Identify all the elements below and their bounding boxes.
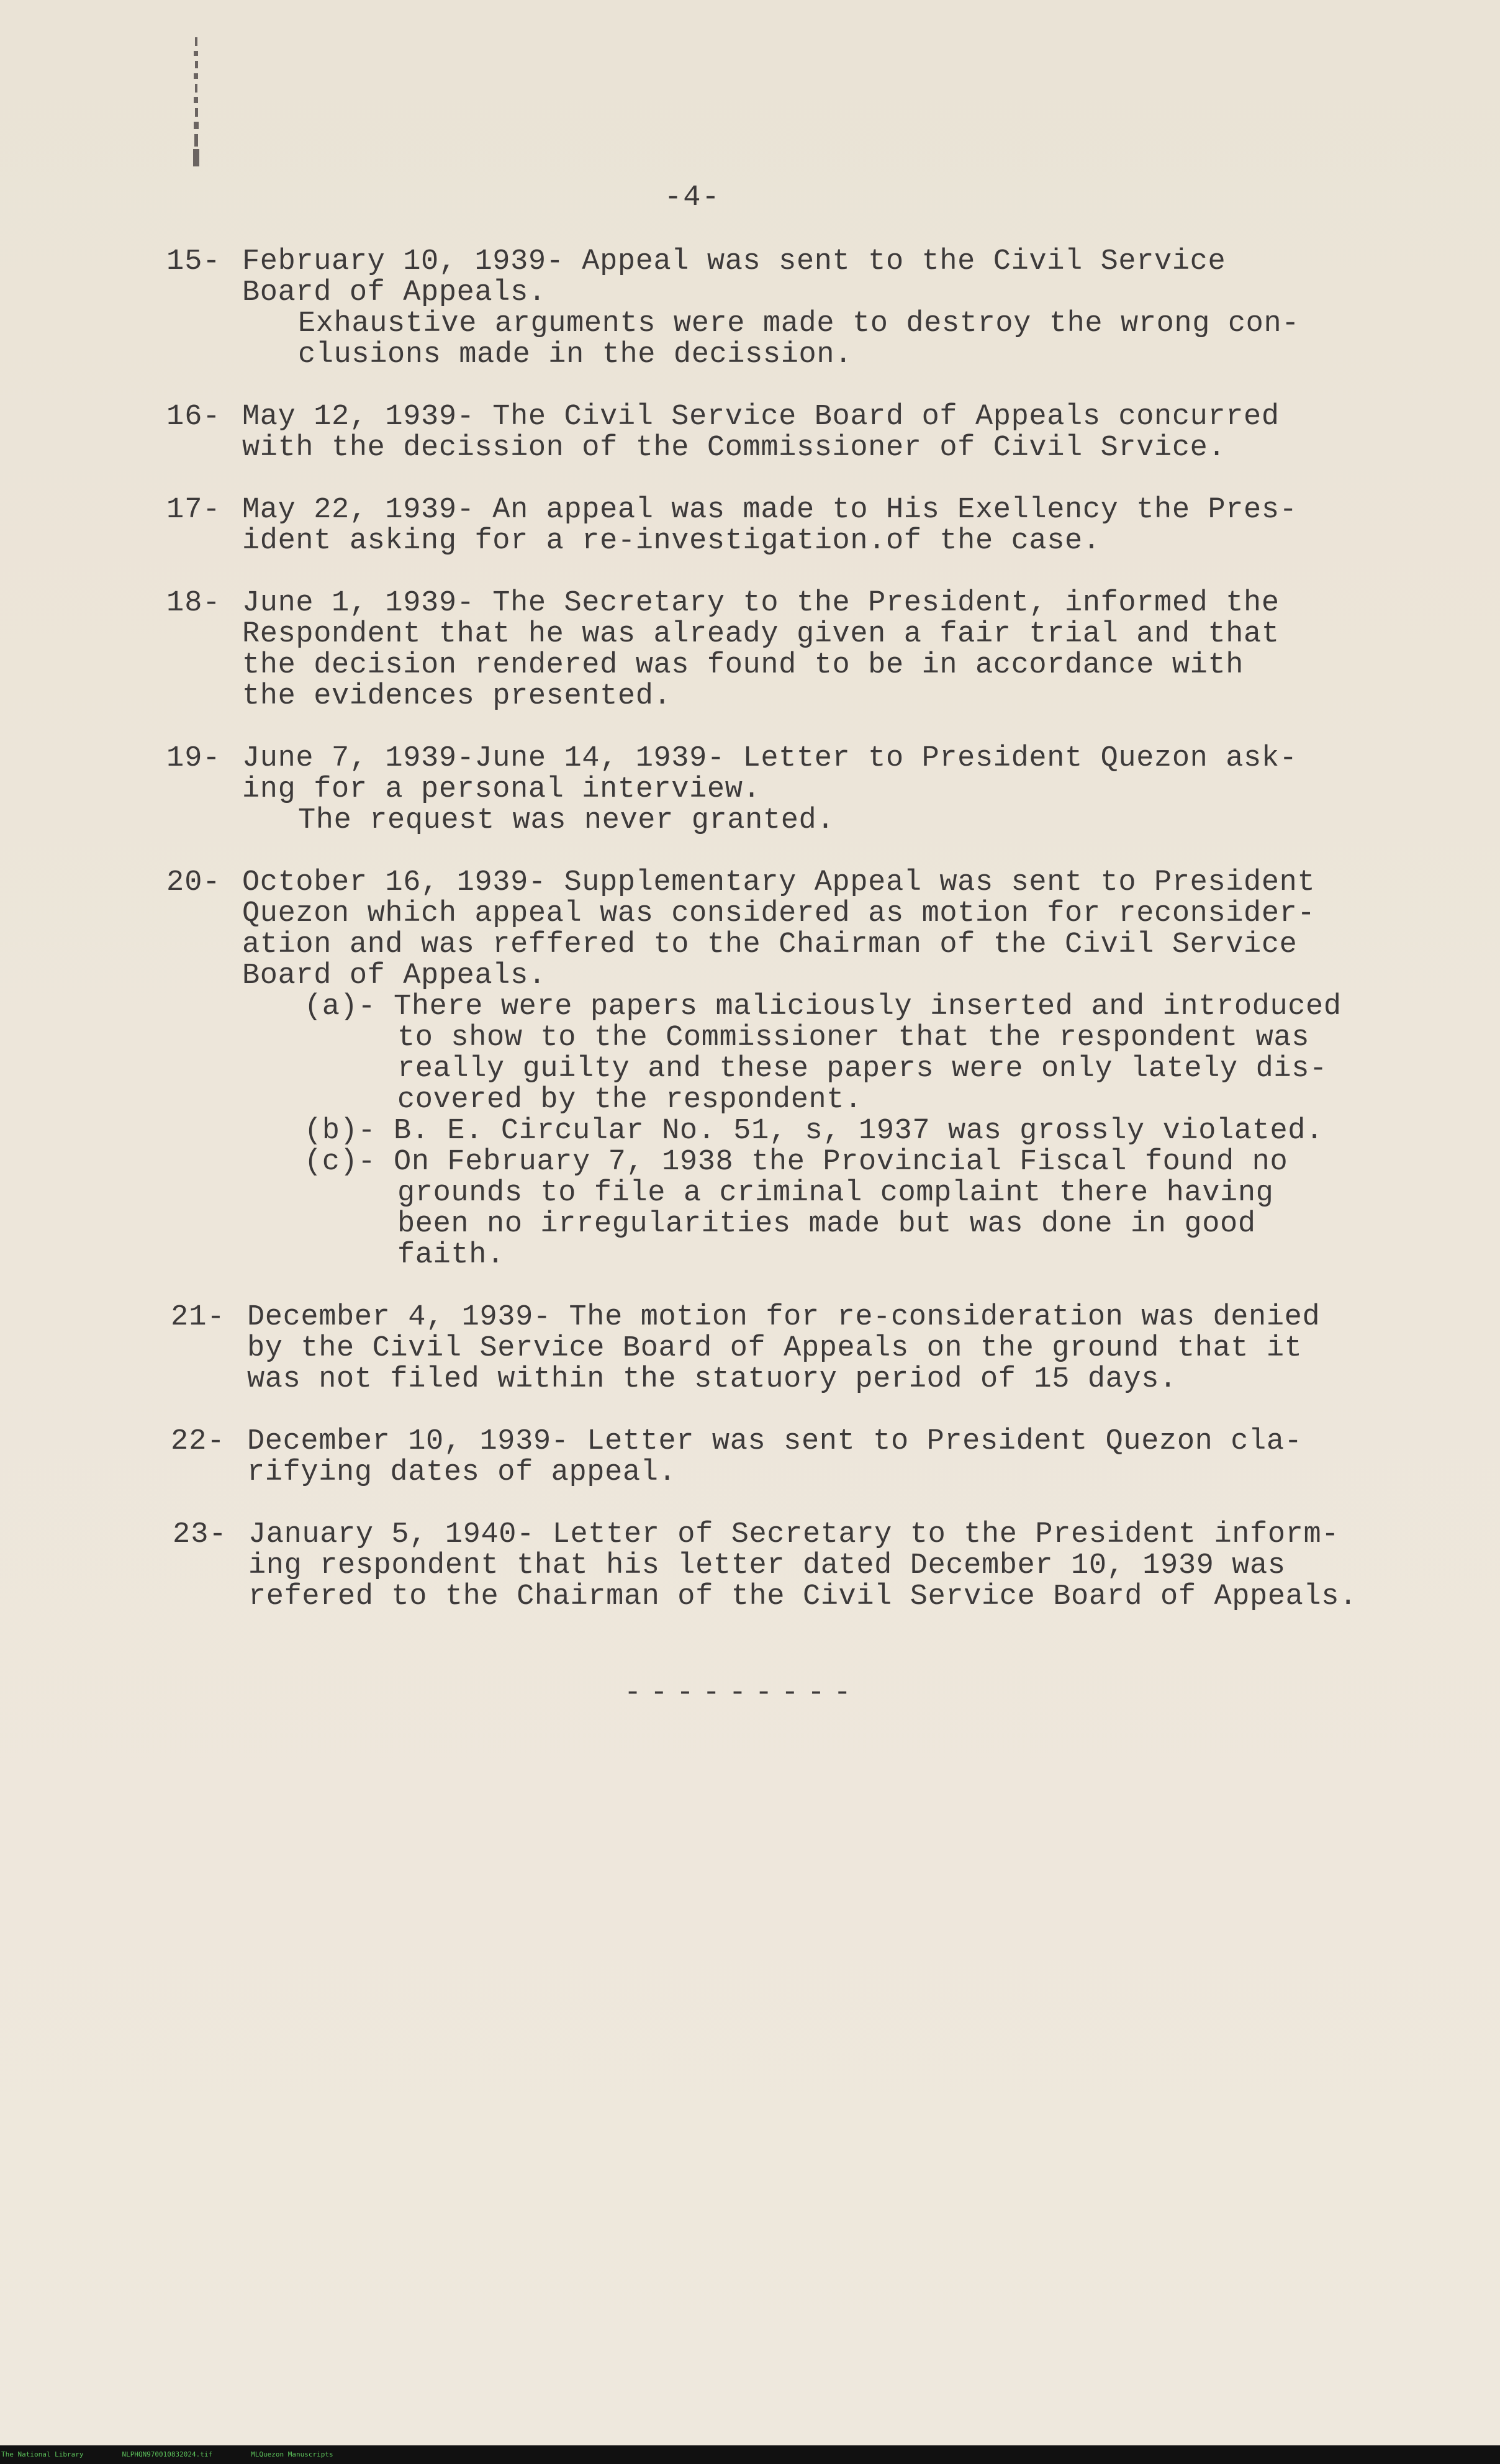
sub-item-line: grounds to file a criminal complaint there having <box>397 1177 1274 1210</box>
entry-number: 22- <box>171 1425 225 1458</box>
entry-line: June 7, 1939-June 14, 1939- Letter to President Quezon ask- <box>242 742 1298 775</box>
sub-item-line: been no irregularities made but was done in good <box>397 1208 1256 1241</box>
sub-item-line: really guilty and these papers were only lately dis- <box>397 1053 1327 1085</box>
entry-line: the evidences presented. <box>242 680 672 713</box>
entry-number: 17- <box>166 494 221 527</box>
sub-item-line: to show to the Commissioner that the respondent was <box>397 1021 1310 1054</box>
footer-file: NLPHQN970010832024.tif <box>122 2450 213 2458</box>
entry-line: was not filed within the statuory period of 15 days. <box>247 1363 1177 1396</box>
entry-line: Board of Appeals. <box>242 276 546 309</box>
binding-staple-mark <box>188 37 206 168</box>
entry-number: 18- <box>166 587 221 620</box>
sub-item-line: (c)- On February 7, 1938 the Provincial Fiscal found no <box>304 1146 1288 1179</box>
closing-divider: --------- <box>624 1677 860 1710</box>
entry-line: ation and was reffered to the Chairman of the Civil Service <box>242 928 1298 961</box>
entry-line: clusions made in the decission. <box>298 338 852 371</box>
entry-number: 21- <box>171 1301 225 1334</box>
entry-number: 15- <box>166 245 221 278</box>
entry-line: Respondent that he was already given a fair trial and that <box>242 618 1280 651</box>
entry-line: ing respondent that his letter dated December 10, 1939 was <box>248 1549 1286 1582</box>
scan-footer <box>0 2445 1500 2464</box>
sub-item-line: (b)- B. E. Circular No. 51, s, 1937 was grossly violated. <box>304 1115 1324 1148</box>
entry-line: Board of Appeals. <box>242 959 546 992</box>
entry-line: June 1, 1939- The Secretary to the President, informed the <box>242 587 1280 620</box>
entry-line: December 4, 1939- The motion for re-consideration was denied <box>247 1301 1321 1334</box>
entry-line: February 10, 1939- Appeal was sent to the Civil Service <box>242 245 1226 278</box>
entry-line: by the Civil Service Board of Appeals on the ground that it <box>247 1332 1303 1365</box>
entry-line: Quezon which appeal was considered as motion for reconsider- <box>242 897 1316 930</box>
entry-line: December 10, 1939- Letter was sent to President Quezon cla- <box>247 1425 1303 1458</box>
entry-line: the decision rendered was found to be in accordance with <box>242 649 1244 682</box>
entry-line: October 16, 1939- Supplementary Appeal was sent to President <box>242 866 1316 899</box>
entry-number: 20- <box>166 866 221 899</box>
entry-line: May 12, 1939- The Civil Service Board of Appeals concurred <box>242 401 1280 433</box>
entry-line: ing for a personal interview. <box>242 773 761 806</box>
entry-number: 19- <box>166 742 221 775</box>
entry-line: January 5, 1940- Letter of Secretary to the President inform- <box>248 1518 1340 1551</box>
entry-line: May 22, 1939- An appeal was made to His Exellency the Pres- <box>242 494 1298 527</box>
entry-line: Exhaustive arguments were made to destroy the wrong con- <box>298 307 1300 340</box>
footer-collection: MLQuezon Manuscripts <box>251 2450 333 2458</box>
sub-item-line: (a)- There were papers maliciously inserted and introduced <box>304 990 1342 1023</box>
entry-line: rifying dates of appeal. <box>247 1456 677 1489</box>
entry-line: The request was never granted. <box>298 804 835 837</box>
entry-line: ident asking for a re-investigation.of the case. <box>242 525 1101 558</box>
sub-item-line: covered by the respondent. <box>397 1084 862 1116</box>
entry-line: refered to the Chairman of the Civil Service Board of Appeals. <box>248 1580 1357 1613</box>
entry-number: 23- <box>173 1518 227 1551</box>
footer-source: The National Library <box>1 2450 84 2458</box>
entry-number: 16- <box>166 401 221 433</box>
sub-item-line: faith. <box>397 1239 505 1272</box>
page-number: -4- <box>664 181 721 214</box>
entry-line: with the decission of the Commissioner of Civil Srvice. <box>242 432 1226 464</box>
